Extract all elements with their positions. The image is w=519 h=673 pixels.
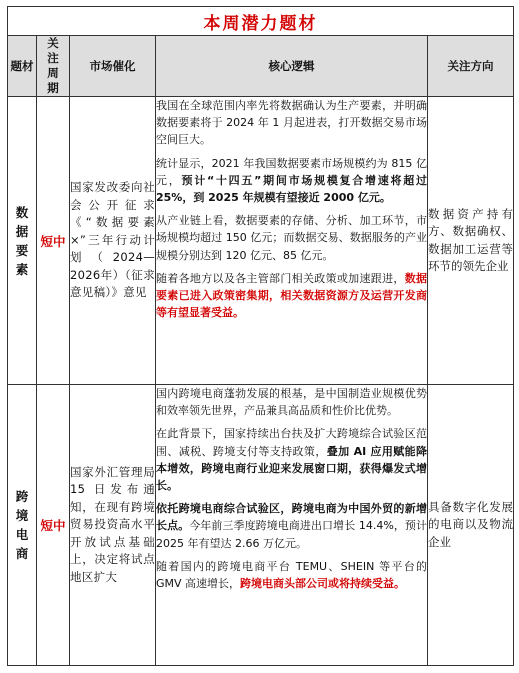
logic-paragraph xyxy=(156,385,427,419)
logic-cell xyxy=(156,97,428,385)
logic-paragraph xyxy=(156,155,427,207)
theme-cell: 跨境电商 xyxy=(8,385,37,666)
logic-text: 今年前三季度跨境电商进出口增长 14.4%，预计 2025 年有望达 2.66 万亿元。 xyxy=(156,519,427,550)
table-row xyxy=(8,97,514,385)
logic-text: 在此背景下，国家持续出台扶及扩大跨境综合试验区范围、减税、跨境支付等支持政策， xyxy=(156,427,427,458)
logic-paragraph xyxy=(156,270,427,322)
theme-cell: 数据要素 xyxy=(8,97,37,385)
header-focus: 关注方向 xyxy=(428,36,514,97)
logic-paragraph xyxy=(156,97,427,149)
cycle-cell: 短中 xyxy=(37,97,70,385)
logic-text: 从产业链上看，数据要素的存储、分析、加工环节，市场规模均超过 150 亿元；而数据交易、数据服务的产业规模分别达到 120 亿元、85 亿元。 xyxy=(156,214,427,262)
header-cycle: 关注周期 xyxy=(37,36,70,97)
catalyst-cell: 国家外汇管理局 15 日发布通知，在现有跨境贸易投资高水平开放试点基础上，决定将试点地区扩大 xyxy=(70,385,156,666)
logic-paragraph xyxy=(156,500,427,552)
theme-table xyxy=(7,6,514,666)
logic-paragraph xyxy=(156,212,427,264)
logic-text: 随着国内的跨境电商平台 TEMU、SHEIN 等平台的 GMV 高速增长， xyxy=(156,559,427,591)
logic-text: 国内跨境电商蓬勃发展的根基，是中国制造业规模优势和效率领先世界，产品兼具高品质和性价比优势。 xyxy=(156,387,427,418)
logic-paragraph xyxy=(156,558,427,592)
logic-text: 统计显示，2021 年我国数据要素市场规模约为 815 亿元， xyxy=(156,156,427,187)
highlight-text: 数据要素已进入政策密集期，相关数据资源方及运营开发商等有望显著受益。 xyxy=(156,271,428,320)
bold-text: 叠加 AI 应用赋能降本增效，跨境电商行业迎来发展窗口期，获得爆发式增长。 xyxy=(156,444,428,493)
catalyst-cell: 国家发改委向社会公开征求《“数据要素×”三年行动计划（2024—2026年）（征求意见稿）》意见 xyxy=(70,97,156,385)
header-theme: 题材 xyxy=(8,36,37,97)
table-title: 本周潜力题材 xyxy=(8,7,514,36)
focus-cell: 具备数字化发展的电商以及物流企业 xyxy=(428,385,514,666)
cycle-cell: 短中 xyxy=(37,385,70,666)
logic-cell xyxy=(156,385,428,666)
logic-text: 随着各地方以及各主管部门相关政策或加速跟进， xyxy=(156,271,405,285)
logic-text: 我国在全球范围内率先将数据确认为生产要素，并明确数据要素将于 2024 年 1 月起进表，打开数据交易市场空间巨大。 xyxy=(156,99,427,147)
header-row xyxy=(8,36,514,97)
highlight-text: 跨境电商头部公司或将持续受益。 xyxy=(240,577,406,591)
bold-text: 依托跨境电商综合试验区，跨境电商为中国外贸的新增长点。 xyxy=(156,502,427,533)
focus-cell: 数据资产持有方、数据确权、数据加工运营等环节的领先企业 xyxy=(428,97,514,385)
bold-text: 预计“十四五”期间市场规模复合增速将超过 25%，到 2025 年规模有望接近 2000 亿元。 xyxy=(156,173,427,205)
table-row xyxy=(8,385,514,666)
header-catalyst: 市场催化 xyxy=(70,36,156,97)
header-logic: 核心逻辑 xyxy=(156,36,428,97)
logic-paragraph xyxy=(156,425,427,494)
